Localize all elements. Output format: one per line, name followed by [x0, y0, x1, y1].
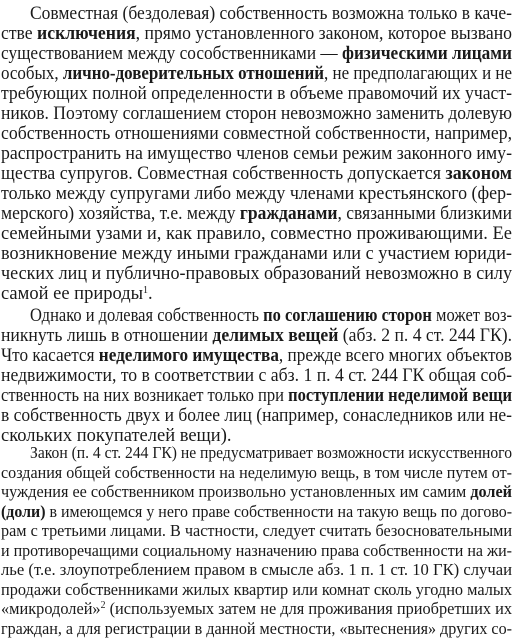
text-run: особых, [1, 64, 63, 84]
text-line [1, 463, 512, 483]
text-run: рам с третьими лицами. В частности, следует считать безосновательными [1, 521, 512, 540]
text-line [1, 224, 512, 244]
emphasized-term: неделимого имущества [98, 346, 279, 366]
text-run: Что касается [1, 346, 99, 366]
text-line [1, 386, 512, 406]
text-run: ческих лиц и публично-правовых образований невозможно в силу [1, 264, 512, 284]
emphasized-term: поступлении неделимой вещи [288, 386, 512, 406]
text-line [1, 284, 153, 304]
text-run: никнуть лишь в отношении [1, 326, 213, 346]
text-run: чуждения ее собственником произвольно установленных им самим [1, 482, 471, 501]
emphasized-term: делимых вещей [212, 326, 339, 346]
text-line [1, 164, 512, 184]
text-line [1, 541, 512, 561]
text-run: требующих полной определенности в объеме правомочий их участ- [1, 84, 512, 104]
text-line [1, 144, 512, 164]
text-run: недвижимости, то в соответствии с абз. 1 п. 4 ст. 244 ГК общая соб- [1, 366, 512, 386]
text-run: , не предполагающих и не [324, 64, 512, 84]
text-run: существованием между сособственниками — [1, 44, 343, 64]
emphasized-term: физическими лицами [342, 44, 512, 64]
text-run: щества супругов. Совместная собственность допускается [1, 164, 446, 184]
text-run: граждан, а для регистрации в данной местности, «вытеснения» других со- [1, 618, 512, 638]
text-run: , прямо установленного законом, которое вызвано [135, 24, 512, 44]
text-run: мерского) хозяйства, т.е. между [1, 204, 240, 224]
text-run: стве [1, 24, 38, 44]
emphasized-term: (доли) [1, 501, 46, 521]
text-line [1, 244, 512, 264]
emphasized-term: гражданами [239, 204, 338, 224]
text-run: , связанными близкими [337, 204, 512, 224]
emphasized-term: лично-доверительных отношений [62, 64, 325, 84]
text-line [1, 366, 512, 386]
text-line [1, 406, 512, 426]
text-run: возникновение между иными гражданами или с участием юриди- [1, 244, 512, 264]
text-run: самой ее природы [1, 284, 144, 304]
text-line [1, 346, 512, 366]
text-line [1, 521, 512, 541]
text-line [1, 104, 512, 124]
footnote-marker: 2 [100, 600, 106, 611]
text-line [1, 264, 512, 284]
text-run: «микродолей» [1, 599, 101, 618]
text-run: ников. Поэтому соглашением сторон невозможно заменить долевую [1, 104, 512, 124]
emphasized-term: по соглашению сторон [263, 306, 432, 326]
text-run: в собственность двух и более лиц (например, сонаследников или не- [1, 406, 512, 426]
text-line [1, 124, 512, 144]
text-run: и противоречащими социальному назначению права собственности на жи- [1, 540, 512, 560]
text-line [1, 326, 512, 346]
text-line [1, 599, 512, 619]
text-line [1, 619, 512, 639]
emphasized-term: долей [470, 482, 512, 501]
emphasized-term: законом [445, 164, 512, 184]
text-run: (используемых затем не для проживания приобретших их [105, 599, 512, 618]
text-run: создания общей собственности на неделимую вещь, в том числе путем от- [1, 462, 512, 482]
text-run: Однако и долевая собственность [30, 306, 264, 326]
text-line [1, 204, 512, 224]
text-run: собственность отношениями совместной собственности, например, [1, 124, 512, 144]
text-line [1, 502, 512, 522]
text-line [1, 64, 512, 84]
text-line [1, 580, 512, 600]
text-line [1, 44, 512, 64]
text-line [1, 560, 512, 580]
text-line [1, 24, 512, 44]
text-run: семейными узами и, как правило, совместно проживающими. Ее [1, 224, 512, 244]
text-run: может воз- [431, 306, 512, 326]
text-run: (абз. 2 п. 4 ст. 244 ГК). [338, 326, 512, 346]
text-run: продажи собственниками жилых квартир или комнат сколь угодно малых [1, 579, 512, 599]
text-line [30, 306, 512, 326]
text-run: . [148, 284, 153, 304]
text-run: в имеющемся у него праве собственности на такую вещь по догово- [45, 501, 512, 521]
text-line [1, 84, 512, 104]
text-run: ственность на них возникает только при [1, 386, 289, 406]
emphasized-term: исключения [37, 24, 136, 44]
text-run: Совместная (бездолевая) собственность возможна только в каче- [30, 4, 512, 24]
footnote-marker: 1 [143, 285, 149, 296]
text-line [1, 184, 512, 204]
text-line [30, 4, 512, 24]
text-line [1, 482, 512, 502]
text-run: скольких покупателей вещи). [1, 426, 232, 446]
text-run: распространить на имущество членов семьи режим законного иму- [1, 144, 512, 164]
text-run: , прежде всего многих объектов [278, 346, 512, 366]
text-run: только между супругами либо между членами крестьянского (фер- [1, 184, 512, 204]
text-line [30, 443, 512, 463]
text-run: Закон (п. 4 ст. 244 ГК) не предусматривает возможности искусственного [30, 443, 512, 462]
text-run: лье (т.е. злоупотреблением правом в смысле абз. 1 п. 1 ст. 10 ГК) случаи [1, 560, 512, 579]
